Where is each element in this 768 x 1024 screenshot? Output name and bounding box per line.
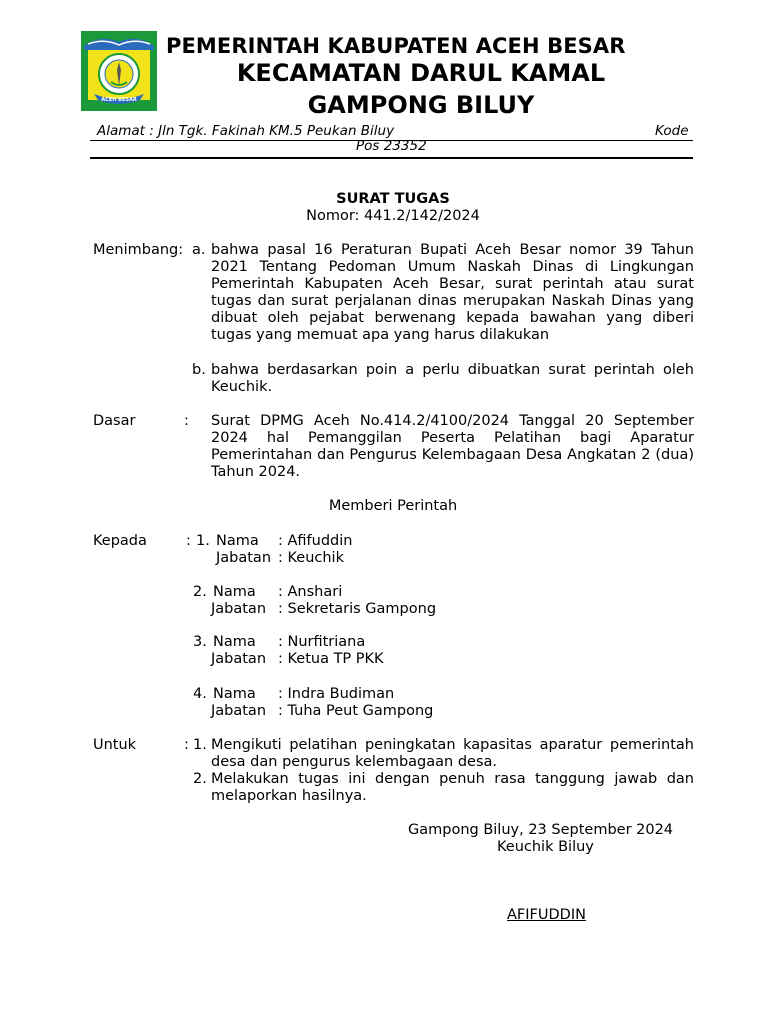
person-jabatan-label: Jabatan <box>216 550 272 566</box>
person-nama-label: Nama <box>216 533 259 549</box>
aceh-besar-emblem <box>80 30 158 112</box>
person-jabatan-value: : Ketua TP PKK <box>278 651 384 667</box>
header-district: KECAMATAN DARUL KAMAL <box>236 59 606 87</box>
logo-text: ACEH BESAR <box>101 97 137 103</box>
dasar-label: Dasar <box>93 413 136 429</box>
signature-name: AFIFUDDIN <box>507 907 586 923</box>
untuk-text-1: Mengikuti pelatihan peningkatan kapasitas aparatur pemerintah desa dan pengurus kelembagaan desa. <box>211 737 694 770</box>
person-jabatan-label: Jabatan <box>211 703 267 719</box>
header-address: Alamat : Jln Tgk. Fakinah KM.5 Peukan Biluy <box>97 123 395 139</box>
memberi-perintah-heading: Memberi Perintah <box>328 498 458 514</box>
signature-place-date: Gampong Biluy, 23 September 2024 <box>408 822 674 838</box>
person-number: 2. <box>193 584 207 600</box>
dasar-colon: : <box>184 413 189 429</box>
signature-position: Keuchik Biluy <box>497 839 594 855</box>
header-divider-thin <box>90 140 693 141</box>
dasar-text: Surat DPMG Aceh No.414.2/4100/2024 Tanggal 20 September 2024 hal Pemanggilan Peserta Pelatihan bagi Aparatur Pemerintahan dan Pengurus Kelembagaan Desa Angkatan 2 (dua) Tahun 2024. <box>211 413 694 480</box>
person-nama-value: : Afifuddin <box>278 533 353 549</box>
untuk-number-1: 1. <box>193 737 207 753</box>
person-number: 4. <box>193 686 207 702</box>
letter-title: SURAT TUGAS <box>336 191 450 207</box>
menimbang-marker-b: b. <box>192 362 206 378</box>
menimbang-text-a: bahwa pasal 16 Peraturan Bupati Aceh Besar nomor 39 Tahun 2021 Tentang Pedoman Umum Naskah Dinas di Lingkungan Pemerintah Kabupaten Aceh Besar, surat perintah atau surat tugas dan surat perjalanan dinas merupakan Naskah Dinas yang dibuat oleh pejabat berwenang kepada bawahan yang diberi tugas yang memuat apa yang harus dilakukan <box>211 242 694 343</box>
person-nama-label: Nama <box>213 634 256 650</box>
person-jabatan-value: : Sekretaris Gampong <box>278 601 437 617</box>
person-jabatan-label: Jabatan <box>211 651 267 667</box>
person-jabatan-label: Jabatan <box>211 601 267 617</box>
menimbang-label: Menimbang: <box>93 242 184 258</box>
header-village: GAMPONG BILUY <box>307 91 535 119</box>
person-jabatan-value: : Tuha Peut Gampong <box>278 703 434 719</box>
header-address-code-label: Kode <box>655 123 689 139</box>
header-government: PEMERINTAH KABUPATEN ACEH BESAR <box>166 34 626 58</box>
person-nama-label: Nama <box>213 584 256 600</box>
person-number: 1. <box>196 533 210 549</box>
kepada-colon: : <box>186 533 191 549</box>
person-nama-value: : Nurfitriana <box>278 634 366 650</box>
header-postal-code: Pos 23352 <box>356 138 427 154</box>
letter-number: Nomor: 441.2/142/2024 <box>306 208 480 224</box>
person-nama-label: Nama <box>213 686 256 702</box>
untuk-label: Untuk <box>93 737 137 753</box>
person-jabatan-value: : Keuchik <box>278 550 344 566</box>
person-nama-value: : Indra Budiman <box>278 686 395 702</box>
menimbang-marker-a: a. <box>192 242 206 258</box>
menimbang-text-b: bahwa berdasarkan poin a perlu dibuatkan surat perintah oleh Keuchik. <box>211 362 694 395</box>
untuk-number-2: 2. <box>193 771 207 787</box>
person-number: 3. <box>193 634 207 650</box>
untuk-text-2: Melakukan tugas ini dengan penuh rasa tanggung jawab dan melaporkan hasilnya. <box>211 771 694 804</box>
kepada-label: Kepada <box>93 533 147 549</box>
header-divider-thick <box>90 157 693 159</box>
untuk-colon: : <box>184 737 189 753</box>
person-nama-value: : Anshari <box>278 584 343 600</box>
